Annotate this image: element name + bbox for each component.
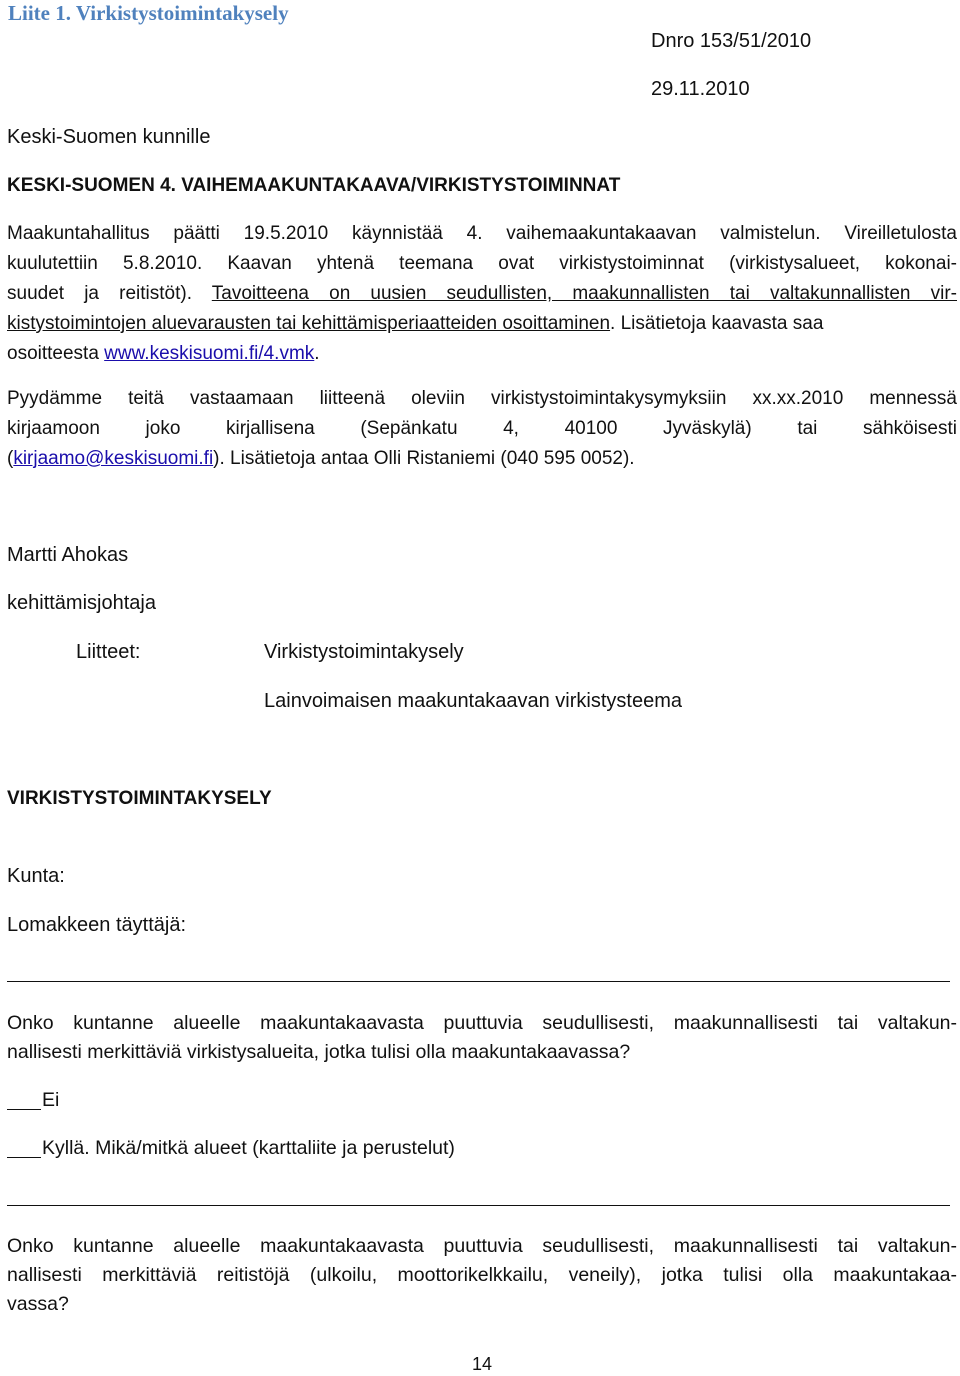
website-link[interactable]: www.keskisuomi.fi/4.vmk [104,343,315,364]
question-2-line-3: vassa? [7,1293,69,1315]
attachment-item: Virkistystoimintakysely [264,641,464,663]
question-2-line-1: Onko kuntanne alueelle maakuntakaavasta puuttuvia seudullisesti, maakunnallisesti tai valtakun- [7,1235,957,1257]
attachment-title: Liite 1. Virkistystoimintakysely [8,1,289,25]
document-date: 29.11.2010 [651,78,750,100]
request-contact: ). Lisätietoja antaa Olli Ristaniemi (040 595 0052). [213,448,635,469]
attachment-item: Lainvoimaisen maakuntakaavan virkistysteema [264,690,682,712]
request-paren: ( [7,448,14,469]
intro-line-3 [7,282,957,306]
page-number: 14 [472,1354,493,1374]
subject-heading: KESKI-SUOMEN 4. VAIHEMAAKUNTAKAAVA/VIRKISTYSTOIMINNAT [7,175,621,196]
municipality-label: Kunta: [7,865,65,887]
intro-text: suudet ja reitistöt). [7,283,212,304]
intro-line-1: Maakuntahallitus päätti 19.5.2010 käynnistää 4. vaihemaakuntakaavan valmistelun. Vireilletulosta [7,223,957,244]
question-1-line-2: nallisesti merkittäviä virkistysalueita, jotka tulisi olla maakuntakaavassa? [7,1041,631,1063]
question-1-line-1: Onko kuntanne alueelle maakuntakaavasta puuttuvia seudullisesti, maakunnallisesti tai valtakun- [7,1012,957,1034]
question-2-line-2: nallisesti merkittäviä reitistöjä (ulkoilu, moottorikelkkailu, veneily), jotka tulisi olla maakuntakaa- [7,1264,957,1286]
intro-line-4 [7,312,823,336]
answer-line[interactable] [7,1205,950,1206]
checkbox-line-yes[interactable] [7,1157,41,1158]
email-link[interactable]: kirjaamo@keskisuomi.fi [13,448,214,469]
signer-name: Martti Ahokas [7,544,129,566]
signer-role: kehittämisjohtaja [7,592,156,614]
request-line-1: Pyydämme teitä vastaamaan liitteenä oleviin virkistystoimintakysymyksiin xx.xx.2010 mennessä [7,388,957,409]
intro-goal-text: Tavoitteena on uusien seudullisten, maakunnallisten tai valtakunnallisten vir- [211,283,957,304]
request-line-3 [7,447,635,471]
intro-end: . [314,343,320,364]
form-title: VIRKISTYSTOIMINTAKYSELY [7,788,272,809]
intro-line-2: kuulutettiin 5.8.2010. Kaavan yhtenä teemana ovat virkistystoiminnat (virkistysalueet, kokonai- [7,253,957,274]
document-number: Dnro 153/51/2010 [651,30,812,52]
request-line-2: kirjaamoon joko kirjallisena (Sepänkatu 4, 40100 Jyväskylä) tai sähköisesti [7,418,957,439]
intro-goal-text-cont: kistystoimintojen aluevarausten tai kehittämisperiaatteiden osoittaminen [7,313,611,334]
checkbox-line-no[interactable] [7,1109,41,1110]
recipient: Keski-Suomen kunnille [7,126,211,148]
attachments-label: Liitteet: [76,641,141,663]
option-yes-label: Kyllä. Mikä/mitkä alueet (karttaliite ja perustelut) [42,1137,455,1159]
intro-line-5 [7,342,320,366]
option-no-label: Ei [42,1089,60,1111]
intro-more-info: . Lisätietoja kaavasta saa [610,313,824,334]
form-filler-label: Lomakkeen täyttäjä: [7,914,186,936]
intro-address-label: osoitteesta [7,343,105,364]
answer-line[interactable] [7,981,950,982]
